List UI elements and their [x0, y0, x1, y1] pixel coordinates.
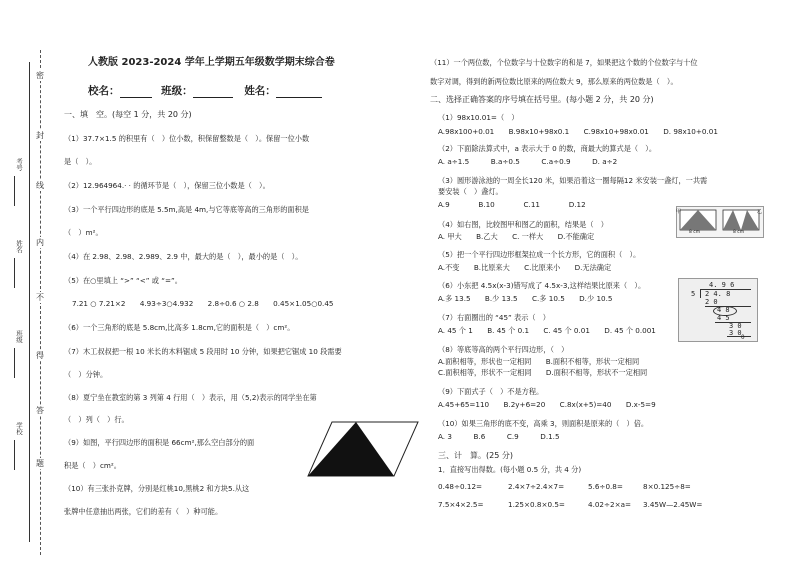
question: （4）在 2.98、2.98、2.989、2.9 中，最大的是（ ），最小的是（ ）。 [64, 252, 303, 261]
question: （9）如图，平行四边形的面积是 66cm²,那么空白部分的面 [64, 438, 255, 447]
question: （2）12.964964.· · 的循环节是（ ），保留三位小数是（ ）。 [64, 181, 270, 190]
division-step: 3 0 [729, 322, 742, 330]
division-bracket [700, 289, 701, 298]
question: （8）夏宁坐在教室的第 3 列第 4 行用（ ）表示，用（5,2)表示的同学坐在第 [64, 393, 317, 402]
question: 张牌中任意抽出两张，它们的差有（ ）种可能。 [64, 507, 223, 516]
calc-item: 7.5×4×2.5= [438, 500, 484, 509]
options: A.45+65=110 B.2y+6=20 C.8x(x+5)=40 D.x-5=9 [438, 400, 656, 409]
label-8cm: 8 cm [733, 230, 745, 235]
division-step: 2 0 [705, 298, 718, 306]
question: （3）圆形游泳池的一周全长120 米，如果沿着这一圈每隔12 米安装一盏灯，一共需 [438, 176, 708, 185]
calc-item: 4.02÷2×a= [588, 500, 632, 509]
name-field[interactable] [276, 88, 322, 98]
options: A.不变 B.比原来大 C.比原来小 D.无法确定 [438, 263, 612, 272]
dividend: 2 4. 8 [705, 290, 731, 298]
binding-char: 不 [36, 293, 44, 302]
division-step: 4 8 [717, 306, 730, 314]
question: （6）小东把 4.5x(x-3)错写成了 4.5x-3,这样结果比原来（ ）。 [438, 281, 646, 290]
label-jia: 甲 [676, 209, 682, 215]
question: （7）木工叔叔把一根 10 米长的木料锯成 5 段用时 10 分钟，如果把它锯成 10 段需要 [64, 347, 342, 356]
binding-char: 密 [36, 71, 44, 80]
binding-char: 封 [36, 131, 44, 140]
section2-heading: 二、选择正确答案的序号填在括号里。(每小题 2 分，共 20 分) [430, 95, 654, 104]
section3-heading: 三、计 算。(25 分) [438, 451, 513, 460]
options: A. 甲大 B.乙大 C. 一样大 D.不能确定 [438, 232, 595, 241]
calc-item: 0.48÷0.12= [438, 482, 483, 491]
name-blank [14, 258, 16, 288]
paper-title: 人教版 2023-2024 学年上学期五年级数学期末综合卷 [88, 57, 335, 68]
divisor: 5 [691, 290, 696, 298]
binding-char: 题 [36, 459, 44, 468]
options: A. a÷1.5 B.a÷0.5 C.a÷0.9 D. a÷2 [438, 157, 618, 166]
division-step: 4 5 [717, 314, 730, 322]
question: （3）一个平行四边形的底是 5.5m,高是 4m,与它等底等高的三角形的面积是 [64, 205, 309, 214]
parallelogram-figure [306, 420, 420, 478]
question: （1）37.7×1.5 的积里有（ ）位小数，积保留整数是（ ）。保留一位小数 [64, 134, 310, 143]
question: （1）98x10.01=（ ） [438, 113, 519, 122]
options: A.98x100+0.01 B.98x10+98x0.1 C.98x10+98x0.01 D. 98x10+0.01 [438, 127, 718, 136]
class-blank [14, 348, 16, 378]
area-compare-figure [676, 206, 764, 238]
options: A. 3 B.6 C.9 D.1.5 [438, 432, 560, 441]
exam-number-blank [14, 176, 16, 206]
options: A.多 13.5 B.少 13.5 C.多 10.5 D.少 10.5 [438, 294, 613, 303]
binding-solid-line [29, 62, 30, 542]
calc-item: 1.25×0.8×0.5= [508, 500, 565, 509]
question: （4）如右图，比较图甲和图乙的面积，结果是（ ） [438, 220, 608, 229]
school-label: 校名： [88, 85, 120, 97]
binding-char: 答 [36, 406, 44, 415]
label-8cm: 8 cm [689, 230, 701, 235]
division-remainder: 0 [741, 334, 745, 341]
question: 数字对调，得到的新两位数比原来的两位数大 9，那么原来的两位数是（ ）。 [430, 77, 678, 86]
options: A.9 B.10 C.11 D.12 [438, 200, 586, 209]
step-line [727, 336, 751, 337]
question: 积是（ ）cm²。 [64, 461, 121, 470]
question: （6）一个三角形的底是 5.8cm,比高多 1.8cm,它的面积是（ ）cm²。 [64, 323, 295, 332]
calc-item: 2.4×7÷2.4×7= [508, 482, 565, 491]
question: （ ）分钟。 [64, 370, 108, 379]
name-label-vertical: 姓名 [15, 240, 23, 253]
question: （5）在○里填上 “>” “<” 或 “=”。 [64, 276, 182, 285]
question: （ ）列（ ）行。 [64, 415, 129, 424]
calc-item: 3.45W—2.45W= [643, 500, 703, 509]
info-line [88, 83, 322, 98]
calc-item: 5.6÷0.8= [588, 482, 623, 491]
class-field[interactable] [193, 88, 233, 98]
binding-char: 线 [36, 181, 44, 190]
question: （5）把一个平行四边形框架拉成一个长方形，它的面积（ ）。 [438, 250, 641, 259]
question: 是（ ）。 [64, 157, 97, 166]
division-step: 3 0 [729, 329, 742, 337]
exam-number-label: 考号 [15, 158, 23, 171]
school-blank [14, 440, 16, 470]
question: （ ）m²。 [64, 228, 103, 237]
question: （9）下面式子（ ）不是方程。 [438, 387, 544, 396]
question: （10）如果三角形的底不变，高乘 3，则面积是原来的（ ）倍。 [438, 419, 649, 428]
long-division-figure [678, 278, 758, 342]
school-label-vertical: 学校 [15, 422, 23, 435]
school-field[interactable] [120, 88, 152, 98]
section1-heading: 一、填 空。(每空 1 分，共 20 分) [64, 110, 192, 119]
section3-sub1: 1．直接写出得数。(每小题 0.5 分，共 4 分) [438, 465, 582, 474]
question: （2）下面除法算式中，a 表示大于 0 的数，商最大的算式是（ ）。 [438, 144, 657, 153]
calc-item: 8×0.125÷8= [643, 482, 691, 491]
comparison-items: 7.21 ○ 7.21×2 4.93÷3○4.932 2.8÷0.6 ○ 2.8 0.45×1.05○0.45 [72, 299, 334, 308]
name-label: 姓名： [244, 85, 276, 97]
question: （11）一个两位数，个位数字与十位数字的和是 7，如果把这个数的个位数字与十位 [430, 58, 698, 67]
question: 要安装（ ）盏灯。 [438, 187, 503, 196]
question: （8）等底等高的两个平行四边形，（ ） [438, 345, 569, 354]
options: C.面积相等，形状不一定相同 D.面积不相等，形状不一定相同 [438, 368, 648, 377]
options: A. 45 个 1 B. 45 个 0.1 C. 45 个 0.01 D. 45 个 0.001 [438, 326, 656, 335]
quotient: 4. 9 6 [709, 281, 735, 289]
class-label-vertical: 班级 [15, 330, 23, 343]
class-label: 班级： [161, 85, 193, 97]
binding-char: 得 [36, 351, 44, 360]
binding-char: 内 [36, 238, 44, 247]
label-yi: 乙 [757, 209, 763, 215]
question: （7）右面圈出的 “45” 表示（ ） [438, 313, 550, 322]
question: （10）有三张扑克牌，分别是红桃10,黑桃2 和方块5.从这 [64, 484, 250, 493]
options: A.面积相等，形状也一定相同 B.面积不相等，形状一定相同 [438, 357, 640, 366]
